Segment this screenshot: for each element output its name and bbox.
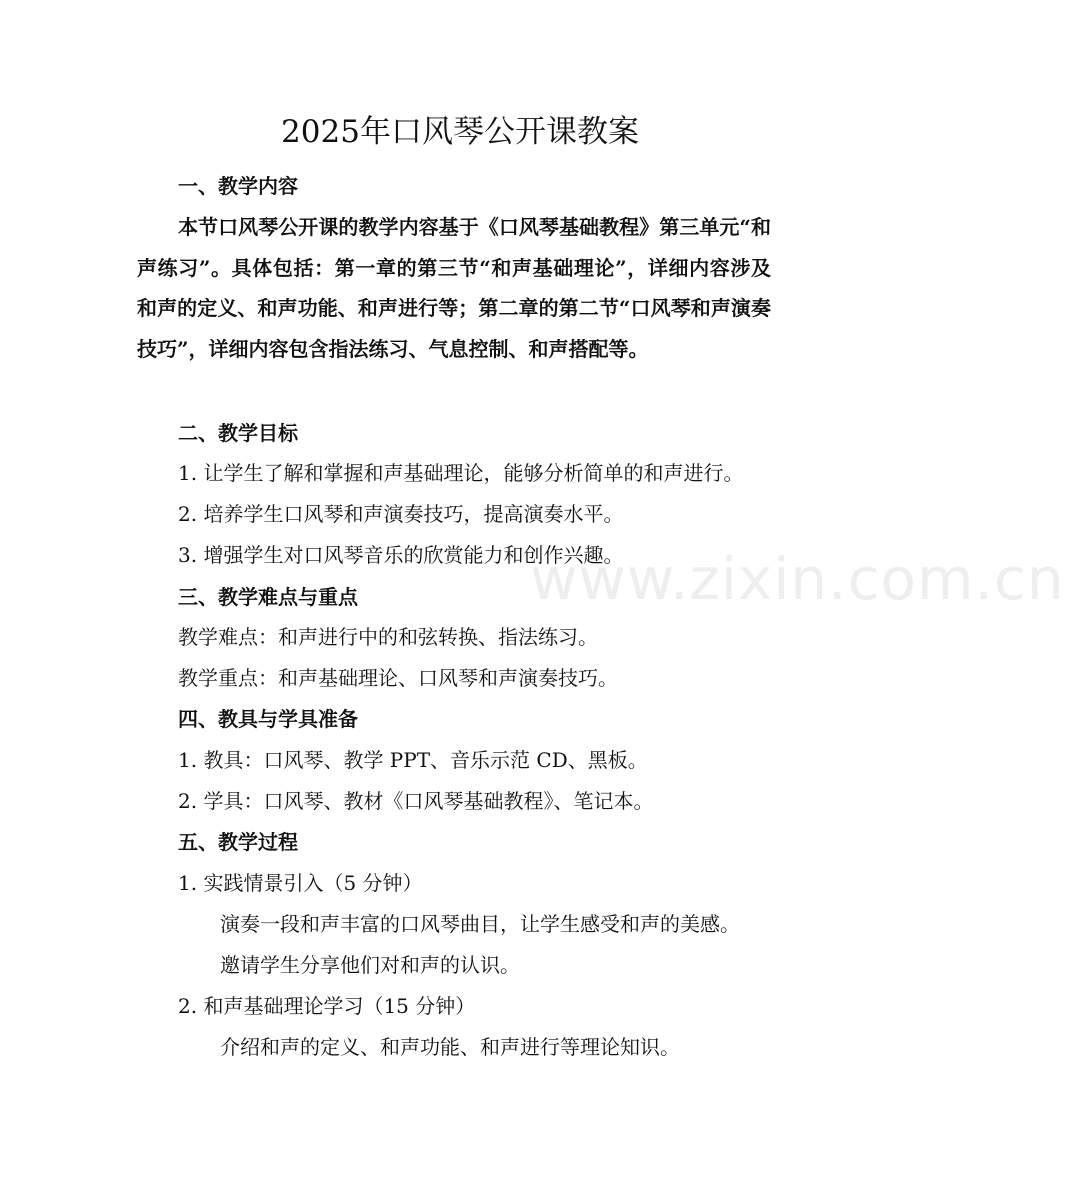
section-heading-key-points: 三、教学难点与重点 <box>178 585 358 609</box>
process-step-detail: 演奏一段和声丰富的口风琴曲目，让学生感受和声的美感。 <box>220 912 740 936</box>
materials-item: 2. 学具：口风琴、教材《口风琴基础教程》、笔记本。 <box>178 789 654 813</box>
section-heading-materials: 四、教具与学具准备 <box>178 707 358 731</box>
objective-item: 3. 增强学生对口风琴音乐的欣赏能力和创作兴趣。 <box>178 543 624 567</box>
document-title: 2025年口风琴公开课教案 <box>281 114 639 150</box>
process-step-1: 1. 实践情景引入（5 分钟） <box>178 871 423 895</box>
process-step-2: 2. 和声基础理论学习（15 分钟） <box>178 994 476 1018</box>
watermark: www.zixin.com.cn <box>530 545 1065 613</box>
section-heading-content: 一、教学内容 <box>178 174 298 198</box>
process-step-detail: 邀请学生分享他们对和声的认识。 <box>220 953 520 977</box>
objective-item: 1. 让学生了解和掌握和声基础理论，能够分析简单的和声进行。 <box>178 461 744 485</box>
objective-item: 2. 培养学生口风琴和声演奏技巧，提高演奏水平。 <box>178 502 624 526</box>
key-point-item: 教学难点：和声进行中的和弦转换、指法练习。 <box>178 625 598 649</box>
materials-item: 1. 教具：口风琴、教学 PPT、音乐示范 CD、黑板。 <box>178 748 648 772</box>
process-step-detail: 介绍和声的定义、和声功能、和声进行等理论知识。 <box>220 1035 680 1059</box>
section-heading-objectives: 二、教学目标 <box>178 421 298 445</box>
content-paragraph: 本节口风琴公开课的教学内容基于《口风琴基础教程》第三单元“和声练习”。具体包括：第一章的第三节“和声基础理论”，详细内容涉及和声的定义、和声功能、和声进行等；第二章的第二节“口风琴和声演奏技巧”，详细内容包含指法练习、气息控制、和声搭配等。 <box>137 215 771 361</box>
section-heading-process: 五、教学过程 <box>178 830 298 854</box>
key-point-item: 教学重点：和声基础理论、口风琴和声演奏技巧。 <box>178 666 618 690</box>
